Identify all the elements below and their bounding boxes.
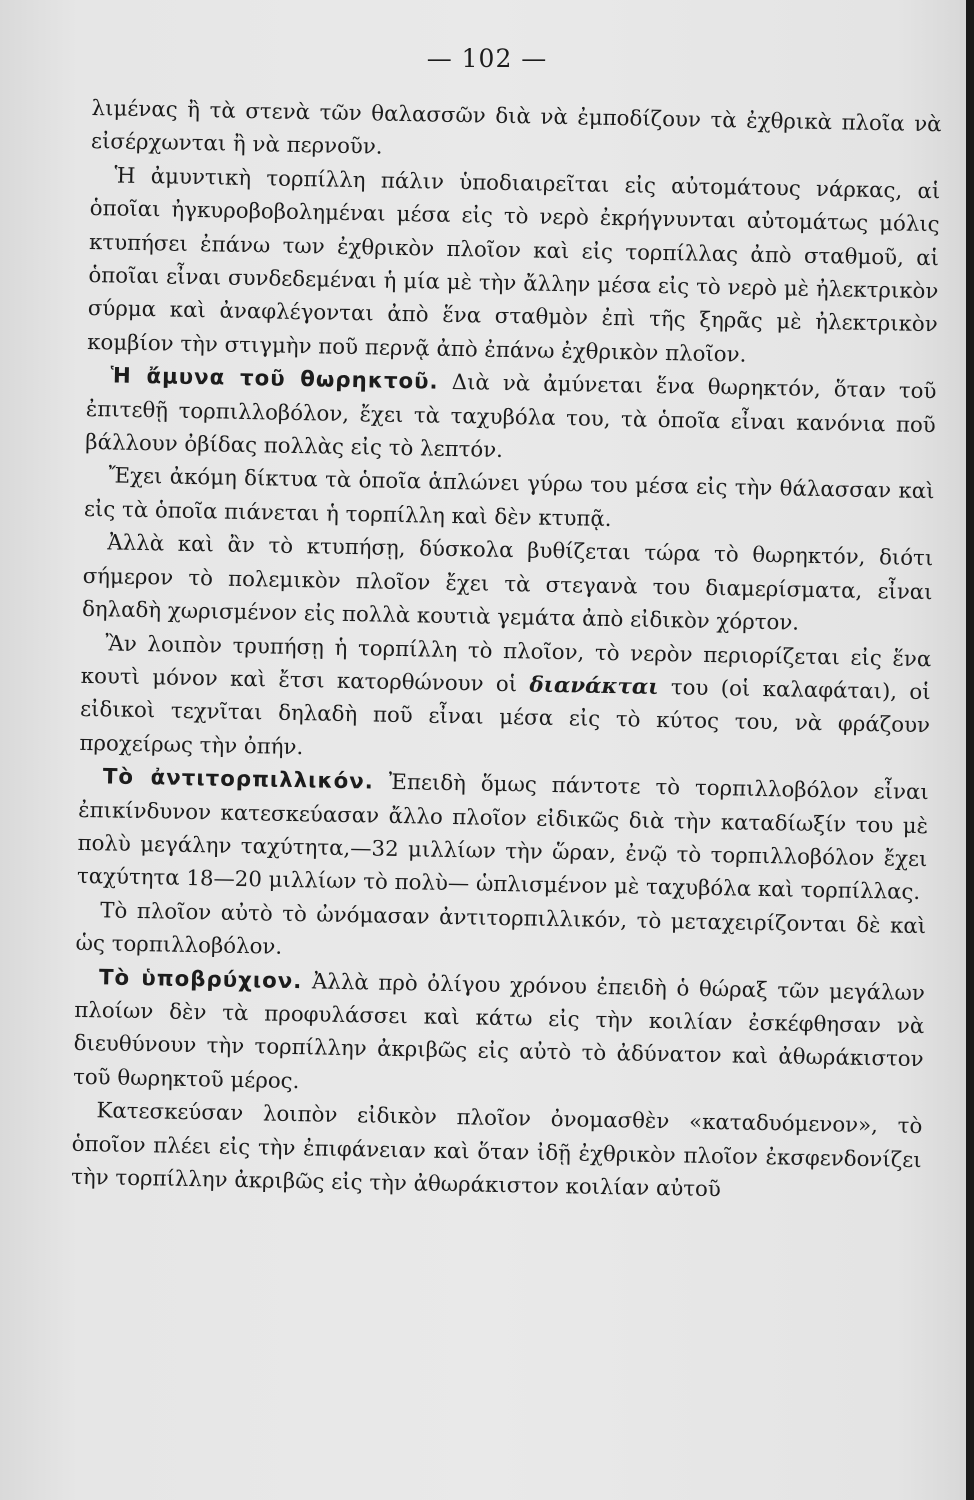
- section-heading: Τὸ ἀντιτορπιλλικόν.: [102, 764, 375, 795]
- paragraph-text: Ἀλλὰ πρὸ ὀλίγου χρόνου ἐπειδὴ ὁ θώραξ τῶν μεγάλων πλοίων δὲν τὰ προφυλάσσει καὶ κάτω εἰς τὴν κοιλίαν ἐσκέφθησαν νὰ διευθύνουν τὴν τορπίλλην ἀκριβῶς εἰς αὐτὸ τὸ ἀδύνατον καὶ ἀθωράκιστον τοῦ θωρηκτοῦ μέρος.: [72, 968, 926, 1094]
- paragraph-text: του (οἱ καλαφάται), οἱ εἰδικοὶ τεχνῖται δηλαδὴ ποῦ εἶναι μέσα εἰς τὸ κύτος του, νὰ φράζουν προχείρως τὴν ὀπήν.: [79, 675, 931, 760]
- paragraph-text: Διὰ νὰ ἀμύνεται ἕνα θωρηκτόν, ὅταν τοῦ ἐπιτεθῇ τορπιλλοβόλον, ἔχει τὰ ταχυβόλα του, τὰ ὁποῖα εἶναι κανόνια ποῦ βάλλουν ὀβίδας πολλὰς εἰς τὸ λεπτόν.: [85, 370, 937, 464]
- paragraph-text: Ἔχει ἀκόμη δίκτυα τὰ ὁποῖα ἁπλώνει γύρω του μέσα εἰς τὴν θάλασσαν καὶ εἰς τὰ ὁποῖα πιάνεται ἡ τορπίλλη καὶ δὲν κτυπᾷ.: [83, 463, 935, 532]
- paragraph: [77, 760, 929, 910]
- paragraph-text: Κατεσκεύσαν λοιπὸν εἰδικὸν πλοῖον ὀνομασθὲν «καταδυόμενον», τὸ ὁποῖον πλέει εἰς τὴν ἐπιφάνειαν καὶ ὅταν ἰδῇ ἐχθρικὸν πλοῖον ἐκσφενδονίζει τὴν τορπίλλην ἀκριβῶς εἰς τὴν ἀθωράκιστον κοιλίαν αὐτοῦ: [70, 1098, 923, 1203]
- paragraph: [71, 1094, 923, 1211]
- paragraph: [85, 359, 937, 476]
- paragraph: [73, 960, 925, 1110]
- paragraph: [79, 626, 931, 776]
- emphasized-term: διανάκται: [529, 672, 659, 700]
- section-heading: Ἡ ἄμυνα τοῦ θωρηκτοῦ.: [110, 363, 439, 395]
- paragraph: [87, 159, 941, 376]
- page-edge-shadow: [966, 0, 974, 1500]
- paragraph-text: Ἂν λοιπὸν τρυπήσῃ ἡ τορπίλλη τὸ πλοῖον, τὸ νερὸν περιορίζεται εἰς ἕνα κουτὶ μόνον καὶ ἔτσι κατορθώνουν οἱ: [80, 630, 932, 698]
- paragraph-text: Τὸ πλοῖον αὐτὸ τὸ ὠνόμασαν ἀντιτορπιλλικόν, τὸ μεταχειρίζονται δὲ καὶ ὡς τορπιλλοβόλον.: [75, 898, 927, 960]
- page-number: — 102 —: [426, 44, 548, 73]
- body-text: [71, 92, 942, 1211]
- paragraph-text: Ἡ ἀμυντικὴ τορπίλλη πάλιν ὑποδιαιρεῖται εἰς αὐτομάτους νάρκας, αἱ ὁποῖαι ἠγκυροβοβολημέναι μέσα εἰς τὸ νερὸ ἐκρήγνυνται αὐτομάτως μόλις κτυπήσει ἐπάνω των ἐχθρικὸν πλοῖον καὶ εἰς τορπίλλας ἀπὸ σταθμοῦ, αἱ ὁποῖαι εἶναι συνδεδεμέναι ἡ μία μὲ τὴν ἄλλην μέσα εἰς τὸ νερὸ μὲ ἠλεκτρικὸν σύρμα καὶ ἀναφλέγονται ἀπὸ ἕνα σταθμὸν ἐπὶ τῆς ξηρᾶς μὲ ἠλεκτρικὸν κομβίον τὴν στιγμὴν ποῦ περνᾷ ἀπὸ ἐπάνω ἐχθρικὸν πλοῖον.: [86, 163, 941, 368]
- paragraph-text: Ἐπειδὴ ὅμως πάντοτε τὸ τορπιλλοβόλον εἶναι ἐπικίνδυνον κατεσκεύασαν ἄλλο πλοῖον εἰδικῶς διὰ τὴν καταδίωξίν του μὲ πολὺ μεγάλην ταχύτητα,—32 μιλλίων τὴν ὥραν, ἐνῷ τὸ τορπιλλοβόλον ἔχει ταχύτητα 18—20 μιλλίων τὸ πολὺ— ὡπλισμένον μὲ ταχυβόλα καὶ τορπίλλας.: [76, 769, 929, 906]
- paragraph: [82, 526, 934, 643]
- paragraph-text: Ἀλλὰ καὶ ἂν τὸ κτυπήσῃ, δύσκολα βυθίζεται τώρα τὸ θωρηκτόν, διότι σήμερον τὸ πολεμικὸν πλοῖον ἔχει τὰ στεγανὰ του διαμερίσματα, εἶναι δηλαδὴ χωρισμένον εἰς πολλὰ κουτιὰ γεμάτα ἀπὸ εἰδικὸν χόρτον.: [81, 530, 934, 636]
- section-heading: Τὸ ὑποβρύχιον.: [98, 964, 303, 994]
- paragraph-text: λιμένας ἢ τὰ στενὰ τῶν θαλασσῶν διὰ νὰ ἐμποδίζουν τὰ ἐχθρικὰ πλοῖα νὰ εἰσέρχωνται ἢ νὰ περνοῦν.: [90, 95, 942, 160]
